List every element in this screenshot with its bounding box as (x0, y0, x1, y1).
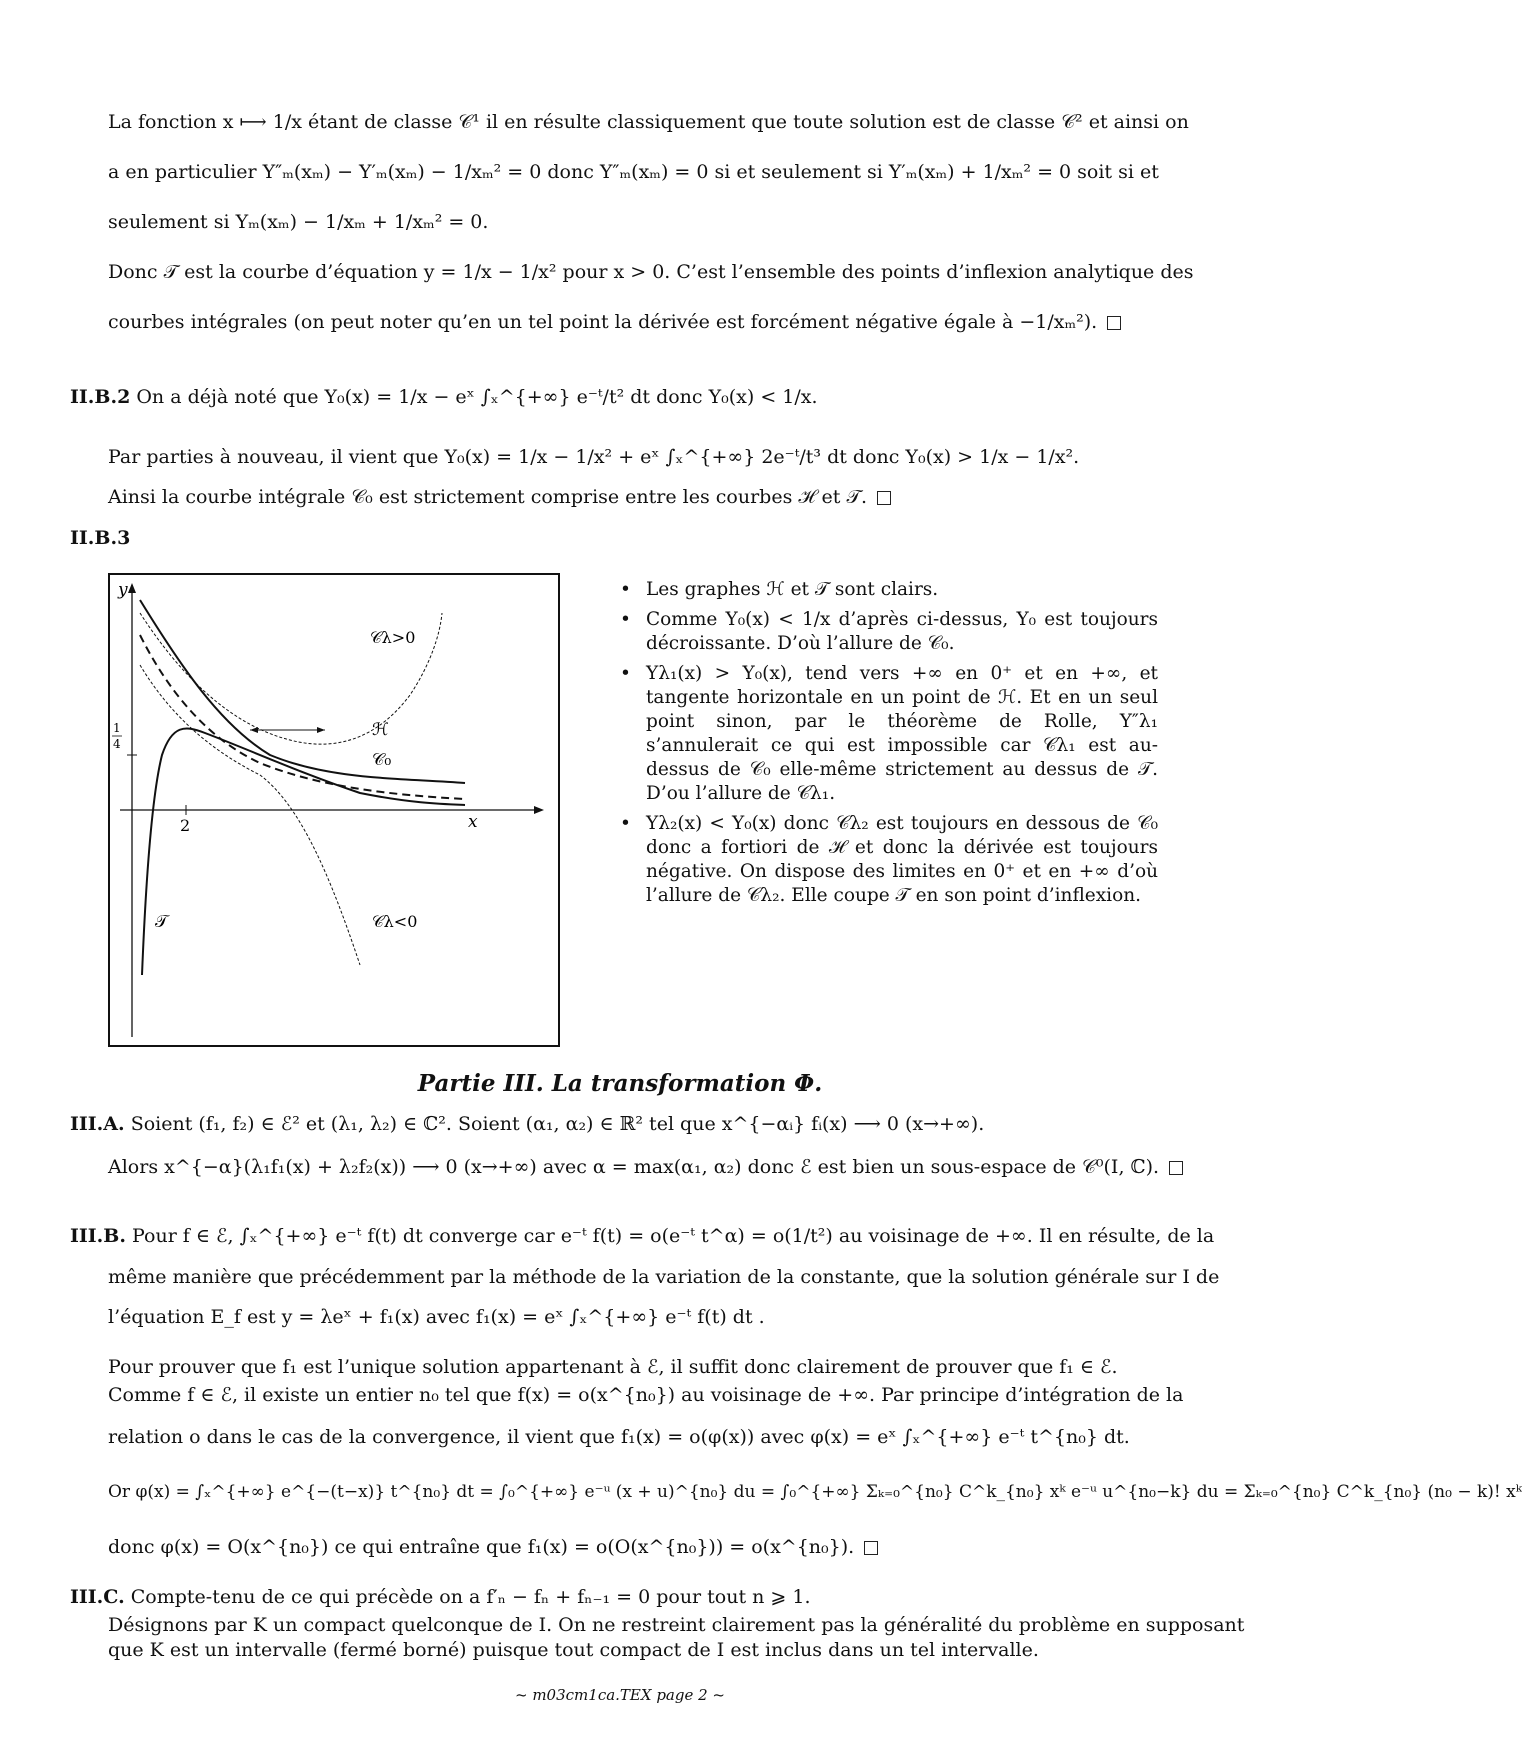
text-line (108, 485, 1148, 509)
label-c0: 𝒞₀ (372, 750, 392, 770)
label-h: ℋ (372, 720, 389, 740)
section-iiic (70, 1585, 1150, 1609)
label-t: 𝒯 (155, 912, 169, 932)
tangent-arrow-icon (250, 727, 258, 733)
figure-box (108, 573, 560, 1047)
section-label: III.C. (70, 1586, 125, 1608)
curves-figure (110, 575, 558, 1045)
qed-box-icon (1107, 316, 1121, 330)
qed-box-icon (864, 1541, 878, 1555)
section-iib3 (70, 526, 1150, 550)
qed-box-icon (1169, 1161, 1183, 1175)
label-lambda-negative: 𝒞λ<0 (372, 912, 418, 931)
section-label: II.B.2 (70, 386, 131, 408)
section-label: III.A. (70, 1113, 125, 1135)
text-span: On a déjà noté que Y₀(x) = 1/x − eˣ ∫ₓ^{+∞} e⁻ᵗ/t² dt donc Y₀(x) < 1/x. (136, 386, 818, 408)
text-line: Comme f ∈ ℰ, il existe un entier n₀ tel que f(x) = o(x^{n₀}) au voisinage de +∞. Par principe d’intégration de la (108, 1384, 1184, 1406)
x-axis-arrow-icon (534, 806, 544, 814)
text-line: seulement si Yₘ(xₘ) − 1/xₘ + 1/xₘ² = 0. (108, 211, 489, 233)
text-line: La fonction x ⟼ 1/x étant de classe 𝒞¹ il en résulte classiquement que toute solution est de classe 𝒞² et ainsi on (108, 111, 1189, 133)
text-line (108, 1155, 1160, 1179)
section-label: II.B.3 (70, 527, 131, 549)
tangent-arrow-icon (317, 727, 325, 733)
text-span: courbes intégrales (on peut noter qu’en un tel point la dérivée est forcément négative égale à −1/xₘ²). (108, 311, 1098, 333)
text-span: Soient (f₁, f₂) ∈ ℰ² et (λ₁, λ₂) ∈ ℂ². Soient (α₁, α₂) ∈ ℝ² tel que x^{−αᵢ} fᵢ(x) ⟶ 0 (x→+∞). (130, 1113, 985, 1135)
text-line (108, 310, 1148, 334)
text-line (108, 1535, 1148, 1559)
curve-h (140, 600, 465, 783)
text-span: Compte-tenu de ce qui précède on a f′ₙ − fₙ + fₙ₋₁ = 0 pour tout n ⩾ 1. (130, 1586, 811, 1608)
curve-c0 (140, 635, 465, 799)
section-iiia (70, 1112, 1150, 1136)
x-tick-label: 2 (180, 816, 191, 835)
y-axis-arrow-icon (128, 583, 136, 593)
x-axis-label: x (468, 812, 478, 832)
y-tick-numerator: 1 (113, 721, 121, 735)
text-line: Désignons par K un compact quelconque de I. On ne restreint clairement pas la généralité du problème en supposant (108, 1614, 1245, 1636)
part-title: Partie III. La transformation Φ. (417, 1070, 823, 1097)
bullet-item: • Les graphes ℋ et 𝒯 sont clairs. (618, 578, 1158, 602)
text-line: Donc 𝒯 est la courbe d’équation y = 1/x − 1/x² pour x > 0. C’est l’ensemble des points d’inflexion analytique des (108, 261, 1194, 283)
y-tick-denominator: 4 (113, 737, 121, 751)
page-footer: ~ m03cm1ca.TEX page 2 ~ (515, 1686, 725, 1704)
text-line: relation o dans le cas de la convergence, il vient que f₁(x) = o(φ(x)) avec φ(x) = eˣ ∫ₓ^{+∞} e⁻ᵗ t^{n₀} dt. (108, 1426, 1130, 1448)
text-line: Pour prouver que f₁ est l’unique solution appartenant à ℰ, il suffit donc clairement de prouver que f₁ ∈ ℰ. (108, 1356, 1118, 1378)
text-line: l’équation E_f est y = λeˣ + f₁(x) avec f₁(x) = eˣ ∫ₓ^{+∞} e⁻ᵗ f(t) dt . (108, 1306, 765, 1328)
y-axis-label: y (118, 580, 128, 600)
bullet-item: • Yλ₁(x) > Y₀(x), tend vers +∞ en 0⁺ et en +∞, et tangente horizontale en un point de ℋ. Et en un seul point sinon, par le théorème de Rolle, Y″λ₁ s’annulerait ce qui est impossible car 𝒞λ₁ est au-dessus de 𝒞₀ elle-même strictement au dessus de 𝒯. D’ou l’allure de 𝒞λ₁. (618, 662, 1158, 806)
bullet-item: • Yλ₂(x) < Y₀(x) donc 𝒞λ₂ est toujours en dessous de 𝒞₀ donc a fortiori de ℋ et donc la dérivée est toujours négative. On dispose des limites en 0⁺ et en +∞ d’où l’allure de 𝒞λ₂. Elle coupe 𝒯 en son point d’inflexion. (618, 812, 1158, 908)
text-span: donc φ(x) = O(x^{n₀}) ce qui entraîne que f₁(x) = o(O(x^{n₀})) = o(x^{n₀}). (108, 1536, 855, 1558)
qed-box-icon (877, 491, 891, 505)
text-line: que K est un intervalle (fermé borné) puisque tout compact de I est inclus dans un tel intervalle. (108, 1639, 1039, 1661)
text-line: même manière que précédemment par la méthode de la variation de la constante, que la solution générale sur I de (108, 1266, 1220, 1288)
curve-lambda-negative (140, 665, 360, 965)
bullet-list (618, 578, 1158, 914)
text-line: Par parties à nouveau, il vient que Y₀(x) = 1/x − 1/x² + eˣ ∫ₓ^{+∞} 2e⁻ᵗ/t³ dt donc Y₀(x) > 1/x − 1/x². (108, 446, 1080, 468)
text-span: Pour f ∈ ℰ, ∫ₓ^{+∞} e⁻ᵗ f(t) dt converge car e⁻ᵗ f(t) = o(e⁻ᵗ t^α) = o(1/t²) au voisinage de +∞. Il en résulte, de la (132, 1225, 1215, 1247)
text-line: a en particulier Y″ₘ(xₘ) − Y′ₘ(xₘ) − 1/xₘ² = 0 donc Y″ₘ(xₘ) = 0 si et seulement si Y′ₘ(xₘ) + 1/xₘ² = 0 soit si et (108, 161, 1159, 183)
label-lambda-positive: 𝒞λ>0 (370, 628, 416, 647)
section-iib2 (70, 385, 1150, 409)
text-span: Ainsi la courbe intégrale 𝒞₀ est strictement comprise entre les courbes ℋ et 𝒯. (108, 486, 868, 508)
section-iiib (70, 1224, 1215, 1248)
section-label: III.B. (70, 1225, 126, 1247)
text-line: Or φ(x) = ∫ₓ^{+∞} e^{−(t−x)} t^{n₀} dt = ∫₀^{+∞} e⁻ᵘ (x + u)^{n₀} du = ∫₀^{+∞} Σₖ₌₀^{n₀} C^k_{n₀} xᵏ e⁻ᵘ u^{n₀−k} du = Σₖ₌₀^{n₀} C^k_{n₀} (n₀ − k)! xᵏ (108, 1482, 1522, 1502)
text-span: Alors x^{−α}(λ₁f₁(x) + λ₂f₂(x)) ⟶ 0 (x→+∞) avec α = max(α₁, α₂) donc ℰ est bien un sous-espace de 𝒞⁰(I, ℂ). (108, 1156, 1160, 1178)
bullet-item: • Comme Y₀(x) < 1/x d’après ci-dessus, Y₀ est toujours décroissante. D’où l’allure de 𝒞₀. (618, 608, 1158, 656)
